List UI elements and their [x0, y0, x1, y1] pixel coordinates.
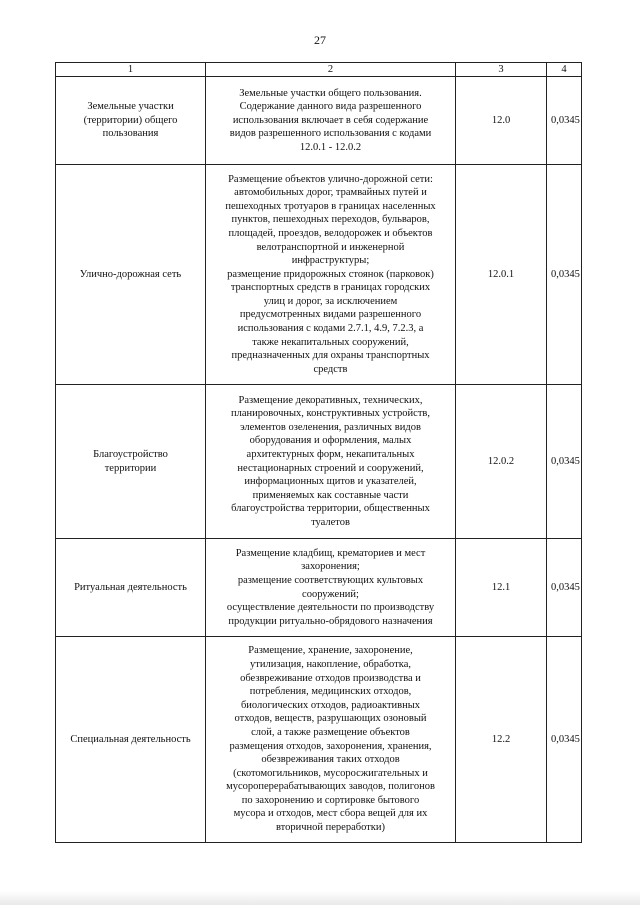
column-header-1: 1 — [56, 63, 206, 77]
coefficient-cell: 0,0345 — [547, 539, 582, 637]
page-bottom-edge — [0, 891, 640, 905]
use-code-cell: 12.0.2 — [456, 385, 547, 539]
column-header-3: 3 — [456, 63, 547, 77]
use-description-cell: Размещение кладбищ, крематориев и мест захоронения; размещение соответствующих культовых сооружений; осуществление деятельности по производству продукции ритуально-обрядового назначения — [206, 539, 456, 637]
page-number: 27 — [314, 33, 326, 47]
table-row — [56, 165, 582, 385]
use-description-cell: Размещение, хранение, захоронение, утилизация, накопление, обработка, обезвреживание отходов производства и потребления, медицинских отходов, биологических отходов, радиоактивных отходов, веществ, разрушающих озоновый слой, а также размещение объектов размещения отходов, захоронения, хранения, обезвреживания таких отходов (скотомогильников, мусоросжигательных и мусороперерабатывающих заводов, полигонов по захоронению и сортировке бытового мусора и отходов, мест сбора вещей для их вторичной переработки) — [206, 637, 456, 843]
coefficient-cell: 0,0345 — [547, 385, 582, 539]
column-header-4: 4 — [547, 63, 582, 77]
coefficient-cell: 0,0345 — [547, 637, 582, 843]
use-description-cell: Размещение объектов улично-дорожной сети: автомобильных дорог, трамвайных путей и пешеходных тротуаров в границах населенных пунктов, пешеходных переходов, бульваров, площадей, проездов, велодорожек и объектов велотранспортной и инженерной инфраструктуры; размещение придорожных стоянок (парковок) транспортных средств в границах городских улиц и дорог, за исключением предусмотренных видами разрешенного использования с кодами 2.7.1, 4.9, 7.2.3, а также некапитальных сооружений, предназначенных для охраны транспортных средств — [206, 165, 456, 385]
use-code-cell: 12.0 — [456, 77, 547, 165]
use-code-cell: 12.2 — [456, 637, 547, 843]
use-description-cell: Земельные участки общего пользования. Содержание данного вида разрешенного использования включает в себя содержание видов разрешенного использования с кодами 12.0.1 - 12.0.2 — [206, 77, 456, 165]
coefficient-cell: 0,0345 — [547, 165, 582, 385]
use-code-cell: 12.0.1 — [456, 165, 547, 385]
use-name-cell: Специальная деятельность — [56, 637, 206, 843]
table-row — [56, 637, 582, 843]
use-description-cell: Размещение декоративных, технических, планировочных, конструктивных устройств, элементов озеленения, различных видов оборудования и оформления, малых архитектурных форм, некапитальных нестационарных строений и сооружений, информационных щитов и указателей, применяемых как составные части благоустройства территории, общественных туалетов — [206, 385, 456, 539]
table-row — [56, 385, 582, 539]
table-row — [56, 539, 582, 637]
use-name-cell: Земельные участки (территории) общего пользования — [56, 77, 206, 165]
use-name-cell: Улично-дорожная сеть — [56, 165, 206, 385]
table-header-row — [56, 63, 582, 77]
use-code-cell: 12.1 — [456, 539, 547, 637]
table-row — [56, 77, 582, 165]
coefficient-cell: 0,0345 — [547, 77, 582, 165]
column-header-2: 2 — [206, 63, 456, 77]
use-name-cell: Ритуальная деятельность — [56, 539, 206, 637]
use-name-cell: Благоустройство территории — [56, 385, 206, 539]
land-use-table — [55, 62, 582, 843]
